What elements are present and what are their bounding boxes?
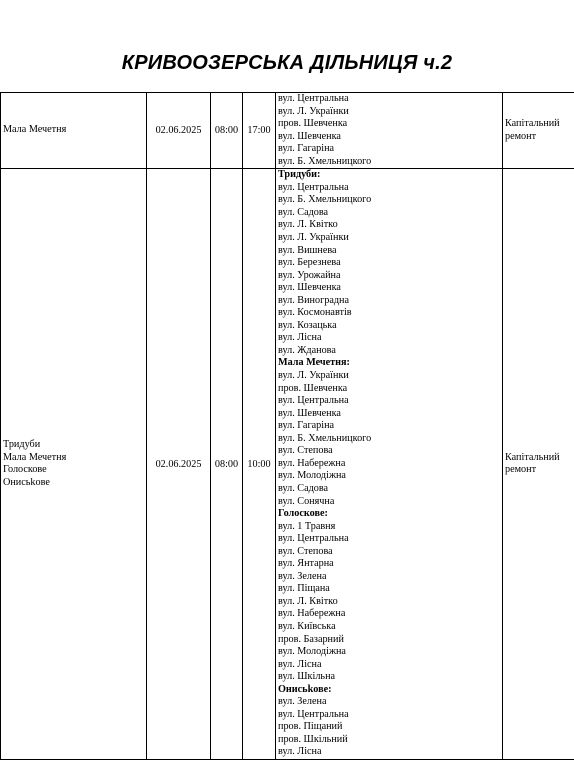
- street-item: вул. Садова: [278, 482, 329, 494]
- street-item: вул. Степова: [278, 545, 333, 557]
- street-item: вул. Б. Хмельницкого: [278, 155, 372, 167]
- village-name: Мала Мечетня: [3, 451, 67, 463]
- street-item: вул. Піщана: [278, 583, 330, 595]
- street-item: вул. Молодіжна: [278, 646, 346, 658]
- village-heading: Онисьkове:: [278, 683, 332, 695]
- street-item: пров. Базарний: [278, 633, 344, 645]
- schedule-table-body: [1, 93, 574, 760]
- street-item: вул. Центральна: [278, 395, 349, 407]
- work-type-cell: [503, 169, 574, 760]
- street-item: вул. Янтарна: [278, 558, 334, 570]
- page-title: КРИВООЗЕРСЬКА ДІЛЬНИЦЯ ч.2: [121, 52, 453, 74]
- street-item: вул. Л. Квітко: [278, 219, 338, 231]
- street-item: вул. 1 Травня: [278, 520, 336, 532]
- street-item: вул. Лісна: [278, 746, 322, 758]
- street-item: вул. Центральна: [278, 93, 349, 104]
- village-heading: Голоскове:: [278, 508, 328, 520]
- street-item: вул. Урожайна: [278, 269, 341, 281]
- street-item: вул. Л. Українки: [278, 370, 349, 382]
- work-type-cell: [503, 93, 574, 169]
- street-item: пров. Шевченка: [278, 382, 348, 394]
- street-item: вул. Сонячна: [278, 495, 335, 507]
- street-item: вул. Шевченка: [278, 130, 341, 142]
- start-time-cell: 08:00: [211, 93, 243, 169]
- street-item: вул. Вишнева: [278, 244, 337, 256]
- street-item: вул. Набережна: [278, 608, 346, 620]
- street-item: вул. Молодіжна: [278, 470, 346, 482]
- street-item: вул. Центральна: [278, 708, 349, 720]
- village-name: Тридуби: [3, 439, 41, 451]
- street-item: вул. Степова: [278, 445, 333, 457]
- street-item: вул. Шкільна: [278, 671, 336, 683]
- street-item: вул. Жданова: [278, 344, 336, 356]
- date-cell: 02.06.2025: [147, 93, 211, 169]
- street-item: вул. Центральна: [278, 181, 349, 193]
- street-item: вул. Набережна: [278, 457, 346, 469]
- street-item: вул. Зелена: [278, 570, 327, 582]
- village-name: Мала Мечетня: [3, 124, 67, 136]
- street-item: вул. Космонавтів: [278, 307, 352, 319]
- street-item: вул. Садова: [278, 206, 329, 218]
- streets-cell: [276, 93, 503, 169]
- street-item: пров. Шевченка: [278, 118, 348, 130]
- street-item: вул. Б. Хмельницкого: [278, 432, 372, 444]
- street-item: вул. Л. Квітко: [278, 595, 338, 607]
- street-item: пров. Піщаний: [278, 721, 343, 733]
- work-type-line: ремонт: [505, 464, 537, 476]
- street-item: вул. Шевченка: [278, 282, 341, 294]
- street-item: вул. Гагаріна: [278, 143, 335, 155]
- street-item: вул. Б. Хмельницкого: [278, 194, 372, 206]
- street-item: вул. Шевченка: [278, 407, 341, 419]
- date-cell: 02.06.2025: [147, 169, 211, 760]
- street-item: вул. Л. Українки: [278, 232, 349, 244]
- start-time-cell: 08:00: [211, 169, 243, 760]
- villages-cell: [1, 169, 147, 760]
- street-item: вул. Гагаріна: [278, 420, 335, 432]
- villages-cell: [1, 93, 147, 169]
- village-name: Голоскове: [3, 464, 47, 476]
- work-type-line: ремонт: [505, 130, 537, 142]
- end-time-cell: 17:00: [243, 93, 276, 169]
- village-heading: Мала Мечетня:: [278, 357, 350, 369]
- village-heading: Тридуби:: [278, 169, 321, 181]
- streets-cell: [276, 169, 503, 760]
- schedule-table: [0, 92, 574, 760]
- street-item: пров. Шкільний: [278, 733, 348, 745]
- street-item: вул. Зелена: [278, 696, 327, 708]
- table-row: [1, 93, 574, 169]
- street-item: вул. Березнева: [278, 257, 341, 269]
- table-row: [1, 169, 574, 760]
- end-time-cell: 10:00: [243, 169, 276, 760]
- street-item: вул. Лісна: [278, 658, 322, 670]
- street-item: вул. Л. Українки: [278, 105, 349, 117]
- street-item: вул. Київська: [278, 620, 336, 632]
- street-item: вул. Козацька: [278, 319, 337, 331]
- village-name: Онисьkове: [3, 476, 50, 488]
- street-item: вул. Виноградна: [278, 294, 350, 306]
- work-type-line: Капітальний: [505, 118, 560, 130]
- street-item: вул. Лісна: [278, 332, 322, 344]
- work-type-line: Капітальний: [505, 451, 560, 463]
- street-item: вул. Центральна: [278, 533, 349, 545]
